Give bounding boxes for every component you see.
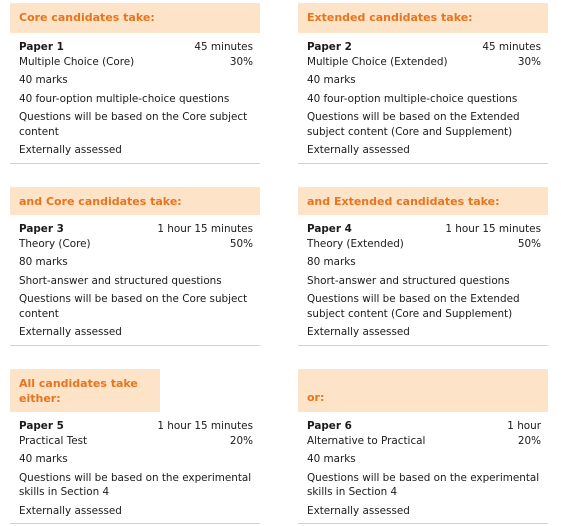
marks: 80 marks bbox=[19, 256, 68, 268]
paper-number: Paper 2 bbox=[307, 41, 352, 53]
card-body bbox=[10, 412, 260, 524]
paper-name: Practical Test bbox=[19, 434, 88, 447]
marks: 40 marks bbox=[307, 453, 356, 465]
paper-name: Multiple Choice (Core) bbox=[19, 55, 135, 68]
marks: 80 marks bbox=[307, 256, 356, 268]
detail-line: 40 four-option multiple-choice questions bbox=[307, 92, 518, 105]
duration: 1 hour 15 minutes bbox=[445, 223, 541, 235]
card-header: and Core candidates take: bbox=[10, 187, 260, 215]
paper-name: Alternative to Practical bbox=[307, 434, 426, 447]
weighting: 50% bbox=[517, 237, 541, 250]
weighting: 30% bbox=[229, 55, 253, 68]
weighting: 20% bbox=[229, 434, 253, 447]
paper-6-card bbox=[298, 369, 548, 524]
paper-number: Paper 3 bbox=[19, 223, 64, 235]
card-header: Extended candidates take: bbox=[298, 3, 548, 33]
card-header: Core candidates take: bbox=[10, 3, 260, 33]
paper-name: Theory (Core) bbox=[19, 237, 91, 250]
name-row bbox=[19, 434, 253, 449]
name-row bbox=[19, 237, 253, 252]
marks: 40 marks bbox=[307, 74, 356, 86]
card-header: or: bbox=[298, 369, 548, 412]
detail-line: 40 four-option multiple-choice questions bbox=[19, 92, 230, 105]
paper-1-card bbox=[10, 3, 260, 164]
card-body bbox=[298, 215, 548, 346]
weighting: 30% bbox=[517, 55, 541, 68]
name-row bbox=[307, 55, 541, 70]
name-row bbox=[307, 434, 541, 449]
assessment: Externally assessed bbox=[307, 504, 410, 517]
title-row bbox=[19, 222, 253, 237]
card-body bbox=[10, 215, 260, 346]
detail-line: Questions will be based on the Extended subject content (Core and Supplement) bbox=[307, 111, 520, 138]
detail-line: Questions will be based on the Core subject content bbox=[19, 293, 248, 320]
paper-3-card bbox=[10, 187, 260, 346]
detail-line: Questions will be based on the Core subject content bbox=[19, 111, 248, 138]
detail-line: Questions will be based on the experimental skills in Section 4 bbox=[307, 471, 540, 498]
duration: 45 minutes bbox=[194, 41, 253, 53]
weighting: 20% bbox=[517, 434, 541, 447]
paper-number: Paper 6 bbox=[307, 420, 352, 432]
paper-number: Paper 4 bbox=[307, 223, 352, 235]
card-header: and Extended candidates take: bbox=[298, 187, 548, 215]
title-row bbox=[307, 419, 541, 434]
paper-name: Theory (Extended) bbox=[307, 237, 404, 250]
assessment: Externally assessed bbox=[19, 144, 122, 156]
title-row bbox=[19, 40, 253, 55]
title-row bbox=[19, 419, 253, 434]
paper-2-card bbox=[298, 3, 548, 164]
title-row bbox=[307, 40, 541, 55]
duration: 45 minutes bbox=[482, 41, 541, 53]
marks: 40 marks bbox=[19, 453, 68, 465]
detail-line: Short-answer and structured questions bbox=[307, 274, 510, 287]
weighting: 50% bbox=[229, 237, 253, 250]
paper-number: Paper 5 bbox=[19, 420, 64, 432]
detail-line: Questions will be based on the experimental skills in Section 4 bbox=[19, 471, 252, 498]
name-row bbox=[19, 55, 253, 70]
card-header: All candidates take either: bbox=[10, 369, 160, 412]
assessment: Externally assessed bbox=[307, 326, 410, 338]
paper-5-card bbox=[10, 369, 260, 524]
detail-line: Short-answer and structured questions bbox=[19, 274, 222, 287]
paper-number: Paper 1 bbox=[19, 41, 64, 53]
card-body bbox=[10, 33, 260, 164]
card-body bbox=[298, 412, 548, 524]
name-row bbox=[307, 237, 541, 252]
paper-4-card bbox=[298, 187, 548, 346]
assessment: Externally assessed bbox=[307, 144, 410, 156]
title-row bbox=[307, 222, 541, 237]
paper-name: Multiple Choice (Extended) bbox=[307, 55, 448, 68]
assessment: Externally assessed bbox=[19, 504, 122, 517]
detail-line: Questions will be based on the Extended subject content (Core and Supplement) bbox=[307, 293, 520, 320]
duration: 1 hour bbox=[507, 420, 541, 432]
assessment: Externally assessed bbox=[19, 326, 122, 338]
duration: 1 hour 15 minutes bbox=[157, 223, 253, 235]
duration: 1 hour 15 minutes bbox=[157, 420, 253, 432]
card-body bbox=[298, 33, 548, 164]
marks: 40 marks bbox=[19, 74, 68, 86]
